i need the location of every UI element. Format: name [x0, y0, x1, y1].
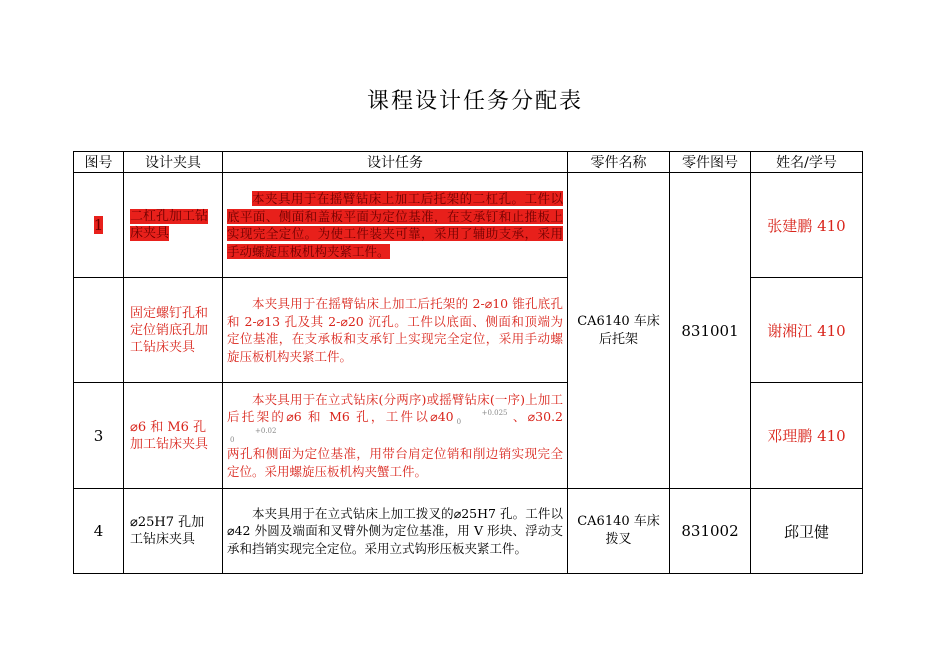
figure-no-cell	[74, 383, 124, 489]
fixture-cell	[124, 278, 223, 383]
student-name: 邓理鹏 410	[767, 427, 846, 445]
figure-no: 4	[93, 522, 104, 540]
task-cell	[223, 173, 568, 278]
figure-no: 1	[93, 216, 104, 234]
task-cell	[223, 489, 568, 574]
student-name: 谢湘江 410	[767, 321, 846, 340]
header-name-id: 姓名/学号	[751, 152, 863, 173]
task-text: 本夹具用于在摇臂钻床上加工后托架的二杠孔。工件以底平面、侧面和盖板平面为定位基准，在支承钉和止推板上实现完全定位。为使工件装夹可靠，采用了辅助支承，采用手动螺旋压板机构夹紧工件。	[227, 191, 563, 259]
part-no: 831002	[681, 522, 739, 540]
task-text: 本夹具用于在立式钻床(分两序)或摇臂钻床(一序)上加工后托架的⌀6 和 M6 孔，工件以⌀40	[227, 391, 563, 425]
part-name: CA6140 车床后托架	[577, 313, 660, 347]
table-row	[74, 489, 863, 574]
fixture-cell	[124, 489, 223, 574]
name-cell	[751, 383, 863, 489]
tolerance-upper: +0.02	[255, 427, 277, 436]
task-cell	[223, 278, 568, 383]
fixture-name: ⌀25H7 孔加工钻床夹具	[130, 515, 205, 547]
name-cell	[751, 278, 863, 383]
part-name-cell	[568, 489, 670, 574]
figure-no-cell	[74, 489, 124, 574]
header-part-name: 零件名称	[568, 152, 670, 173]
header-row	[74, 152, 863, 173]
part-name-cell	[568, 173, 670, 489]
task-text: 本夹具用于在立式钻床上加工拨叉的⌀25H7 孔。工件以⌀42 外圆及端面和叉臂外侧为定位基准，用 V 形块、浮动支承和挡销实现完全定位。采用立式钩形压板夹紧工件。	[227, 505, 563, 556]
header-figure-no: 图号	[74, 152, 124, 173]
fixture-name: ⌀6 和 M6 孔加工钻床夹具	[130, 419, 209, 452]
header-task: 设计任务	[223, 152, 568, 173]
task-text: 两孔和侧面为定位基准，用带台肩定位销和削边销实现完全定位。采用螺旋压板机构夹蟹工件。	[227, 446, 563, 479]
header-part-no: 零件图号	[670, 152, 751, 173]
task-cell	[223, 383, 568, 489]
task-table	[73, 151, 863, 574]
task-text: 本夹具用于在摇臂钻床上加工后托架的 2-⌀10 锥孔底孔和 2-⌀13 孔及其 2-⌀20 沉孔。工件以底面、侧面和顶端为定位基准，在支承板和支承钉上实现完全定位，采用手动螺旋压板机构夹紧工件。	[227, 296, 563, 364]
task-text: 、⌀30.2	[510, 409, 563, 425]
name-cell	[751, 173, 863, 278]
part-no-cell	[670, 489, 751, 574]
fixture-cell	[124, 173, 223, 278]
header-fixture: 设计夹具	[124, 152, 223, 173]
fixture-cell	[124, 383, 223, 489]
figure-no: 3	[93, 426, 104, 445]
fixture-name: 二杠孔加工钻床夹具	[130, 209, 209, 241]
part-no: 831001	[681, 321, 739, 340]
tolerance-2	[230, 427, 276, 445]
figure-no-cell	[74, 278, 124, 383]
tolerance-lower: 0	[230, 436, 235, 445]
tolerance-1	[457, 409, 508, 427]
student-name: 张建鹏 410	[767, 216, 846, 235]
figure-no-cell	[74, 173, 124, 278]
page-title: 课程设计任务分配表	[366, 89, 583, 114]
part-name: CA6140 车床拨叉	[577, 514, 660, 547]
fixture-name: 固定螺钉孔和定位销底孔加工钻床夹具	[130, 305, 209, 355]
name-cell	[751, 489, 863, 574]
student-name: 邱卫健	[783, 522, 829, 541]
tolerance-upper: +0.025	[481, 408, 508, 417]
tolerance-lower: 0	[456, 417, 462, 426]
table-row	[74, 173, 863, 278]
part-no-cell	[670, 173, 751, 489]
